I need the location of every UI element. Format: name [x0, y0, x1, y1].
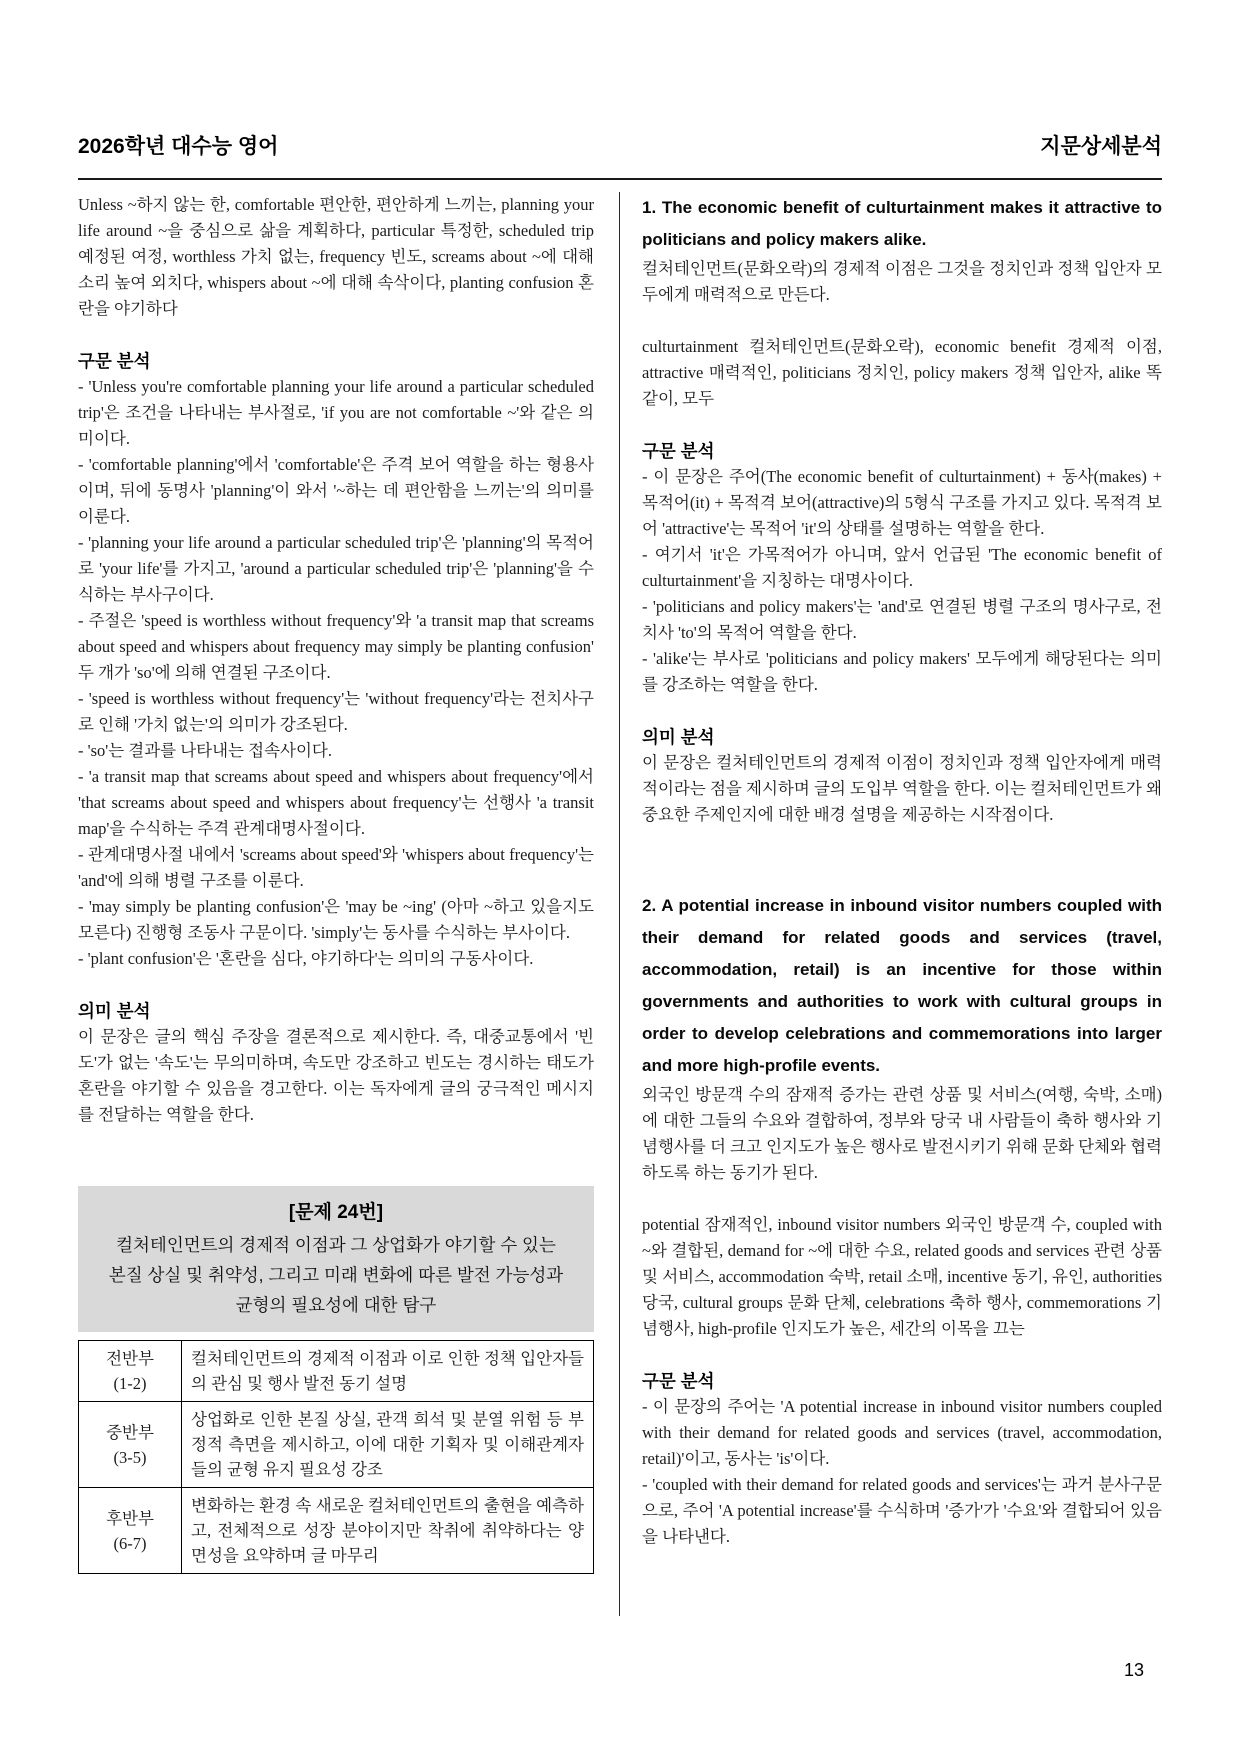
syntax-item: - 여기서 'it'은 가목적어가 아니며, 앞서 언급된 'The economic benefit of culturtainment'을 지칭하는 대명사이다.	[642, 545, 1162, 590]
sentence-1-meaning-text: 이 문장은 컬처테인먼트의 경제적 이점이 정치인과 정책 입안자에게 매력적이라는 점을 제시하며 글의 도입부 역할을 한다. 이는 컬처테인먼트가 왜 중요한 주제인지에 대한 배경 설명을 제공하는 시작점이다.	[642, 753, 1162, 824]
problem-box-line: 본질 상실 및 취약성, 그리고 미래 변화에 따른 발전 가능성과	[108, 1265, 564, 1285]
meaning-analysis-heading: 의미 분석	[642, 727, 715, 747]
syntax-item: - 'Unless you're comfortable planning your life around a particular scheduled trip'은 조건을 나타내는 부사절로, 'if you are not comfortable ~'와 같은 의미이다.	[78, 377, 594, 448]
table-part-range: (6-7)	[113, 1533, 147, 1553]
sentence-1-syntax-items	[642, 464, 1162, 698]
header-title-right: 지문상세분석	[1040, 135, 1162, 158]
table-part-range: (3-5)	[113, 1447, 147, 1467]
syntax-item: - 이 문장은 주어(The economic benefit of culturtainment) + 동사(makes) + 목적어(it) + 목적격 보어(attractive)의 5형식 구조를 가지고 있다. 목적격 보어 'attractive'는 목적어 'it'의 상태를 설명하는 역할을 한다.	[642, 467, 1162, 538]
syntax-item: - 'a transit map that screams about speed and whispers about frequency'에서 'that screams about speed and whispers about frequency'는 선행사 'a transit map'을 수식하는 주격 관계대명사절이다.	[78, 767, 594, 838]
sentence-2-syntax-items	[642, 1394, 1162, 1550]
sentence-2-english: 2. A potential increase in inbound visitor numbers coupled with their demand for related goods and services (travel, accommodation, retail) is an incentive for those within governments and authorities to work with cultural groups in order to develop celebrations and commemorations into larger and more high-profile events.	[642, 896, 1162, 1075]
table-part-range: (1-2)	[113, 1374, 147, 1393]
table-row	[79, 1341, 594, 1402]
table-part-cell	[79, 1402, 182, 1488]
sentence-1-vocab: culturtainment 컬처테인먼트(문화오락), economic benefit 경제적 이점, attractive 매력적인, politicians 정치인, policy makers 정책 입안자, alike 똑같이, 모두	[642, 337, 1162, 408]
sentence-1-translation: 컬처테인먼트(문화오락)의 경제적 이점은 그것을 정치인과 정책 입안자 모두에게 매력적으로 만든다.	[642, 259, 1162, 304]
page-number: 13	[1123, 1660, 1144, 1680]
table-desc-cell: 변화하는 환경 속 새로운 컬처테인먼트의 출현을 예측하고, 전체적으로 성장 분야이지만 착취에 취약하다는 양면성을 요약하며 글 마무리	[182, 1488, 594, 1574]
left-column	[78, 192, 594, 1616]
problem-box-line: 컬처테인먼트의 경제적 이점과 그 상업화가 야기할 수 있는	[116, 1235, 556, 1255]
table-part-cell	[79, 1488, 182, 1574]
syntax-item: - 'coupled with their demand for related goods and services'는 과거 분사구문으로, 주어 'A potential increase'를 수식하며 '증가'가 '수요'와 결합되어 있음을 나타낸다.	[642, 1475, 1162, 1546]
page-header	[78, 0, 1162, 180]
two-column-layout	[78, 192, 1162, 1616]
vocab-list: Unless ~하지 않는 한, comfortable 편안한, 편안하게 느끼는, planning your life around ~을 중심으로 삶을 계획하다, particular 특정한, scheduled trip 예정된 여정, worthless 가치 없는, frequency 빈도, screams about ~에 대해 소리 높여 외치다, whispers about ~에 대해 속삭이다, planting confusion 혼란을 야기하다	[78, 195, 594, 318]
meaning-analysis-heading: 의미 분석	[78, 1001, 151, 1021]
syntax-item: - 'planning your life around a particular scheduled trip'은 'planning'의 목적어로 'your life'를 가지고, 'around a particular scheduled trip'은 'planning'을 수식하는 부사구이다.	[78, 533, 594, 604]
problem-box-line: 균형의 필요성에 대한 탐구	[235, 1295, 437, 1315]
structure-table-body	[79, 1341, 594, 1574]
syntax-item: - 'may simply be planting confusion'은 'may be ~ing' (아마 ~하고 있을지도 모른다) 진행형 조동사 구문이다. 'simply'는 동사를 수식하는 부사이다.	[78, 897, 594, 942]
sentence-block-2	[642, 890, 1162, 1550]
right-column	[620, 192, 1162, 1616]
syntax-analysis-heading: 구문 분석	[642, 441, 715, 461]
syntax-analysis-heading: 구문 분석	[642, 1371, 715, 1391]
table-part-label: 전반부	[106, 1349, 154, 1368]
problem-box-title: [문제 24번]	[288, 1202, 384, 1223]
syntax-analysis-heading: 구문 분석	[78, 351, 151, 371]
syntax-item: - 'alike'는 부사로 'politicians and policy makers' 모두에게 해당된다는 의미를 강조하는 역할을 한다.	[642, 649, 1162, 694]
meaning-analysis-text: 이 문장은 글의 핵심 주장을 결론적으로 제시한다. 즉, 대중교통에서 '빈도'가 없는 '속도'는 무의미하며, 속도만 강조하고 빈도는 경시하는 태도가 혼란을 야기할 수 있음을 경고한다. 이는 독자에게 글의 궁극적인 메시지를 전달하는 역할을 한다.	[78, 1027, 594, 1124]
table-part-label: 후반부	[106, 1508, 154, 1528]
syntax-item: - 'speed is worthless without frequency'는 'without frequency'라는 전치사구로 인해 '가치 없는'의 의미가 강조된다.	[78, 689, 594, 734]
syntax-item: - 'comfortable planning'에서 'comfortable'은 주격 보어 역할을 하는 형용사이며, 뒤에 동명사 'planning'이 와서 '~하는 데 편안함을 느끼는'의 의미를 이룬다.	[78, 455, 594, 526]
syntax-item: - 관계대명사절 내에서 'screams about speed'와 'whispers about frequency'는 'and'에 의해 병렬 구조를 이룬다.	[78, 845, 594, 890]
syntax-item: - 'so'는 결과를 나타내는 접속사이다.	[78, 741, 332, 760]
sentence-2-translation: 외국인 방문객 수의 잠재적 증가는 관련 상품 및 서비스(여행, 숙박, 소매)에 대한 그들의 수요와 결합하여, 정부와 당국 내 사람들이 축하 행사와 기념행사를 더 크고 인지도가 높은 행사로 발전시키기 위해 문화 단체와 협력하도록 하는 동기가 된다.	[642, 1085, 1162, 1182]
table-row	[79, 1488, 594, 1574]
table-row	[79, 1402, 594, 1488]
syntax-item: - 'plant confusion'은 '혼란을 심다, 야기하다'는 의미의 구동사이다.	[78, 949, 534, 968]
syntax-item: - 주절은 'speed is worthless without frequency'와 'a transit map that screams about speed and whispers about frequency may simply be planting confusion' 두 개가 'so'에 의해 연결된 구조이다.	[78, 611, 594, 682]
problem-box	[78, 1186, 594, 1332]
syntax-item: - 'politicians and policy makers'는 'and'로 연결된 병렬 구조의 명사구로, 전치사 'to'의 목적어 역할을 한다.	[642, 597, 1162, 642]
syntax-analysis-items	[78, 374, 594, 972]
problem-box-summary	[92, 1230, 580, 1320]
structure-table	[78, 1340, 594, 1574]
table-part-cell	[79, 1341, 182, 1402]
table-part-label: 중반부	[106, 1422, 154, 1442]
table-desc-cell: 상업화로 인한 본질 상실, 관객 희석 및 분열 위험 등 부정적 측면을 제시하고, 이에 대한 기획자 및 이해관계자들의 균형 유지 필요성 강조	[182, 1402, 594, 1488]
sentence-block-1	[642, 192, 1162, 828]
syntax-item: - 이 문장의 주어는 'A potential increase in inbound visitor numbers coupled with their demand for related goods and services (travel, accommodation, retail)'이고, 동사는 'is'이다.	[642, 1397, 1162, 1468]
table-desc-cell: 컬처테인먼트의 경제적 이점과 이로 인한 정책 입안자들의 관심 및 행사 발전 동기 설명	[182, 1341, 594, 1402]
header-title-left: 2026학년 대수능 영어	[78, 135, 279, 158]
sentence-1-english: 1. The economic benefit of culturtainment makes it attractive to politicians and policy makers alike.	[642, 198, 1162, 249]
sentence-2-vocab: potential 잠재적인, inbound visitor numbers 외국인 방문객 수, coupled with ~와 결합된, demand for ~에 대한 수요, related goods and services 관련 상품 및 서비스, accommodation 숙박, retail 소매, incentive 동기, 유인, authorities 당국, cultural groups 문화 단체, celebrations 축하 행사, commemorations 기념행사, high-profile 인지도가 높은, 세간의 이목을 끄는	[642, 1215, 1162, 1338]
